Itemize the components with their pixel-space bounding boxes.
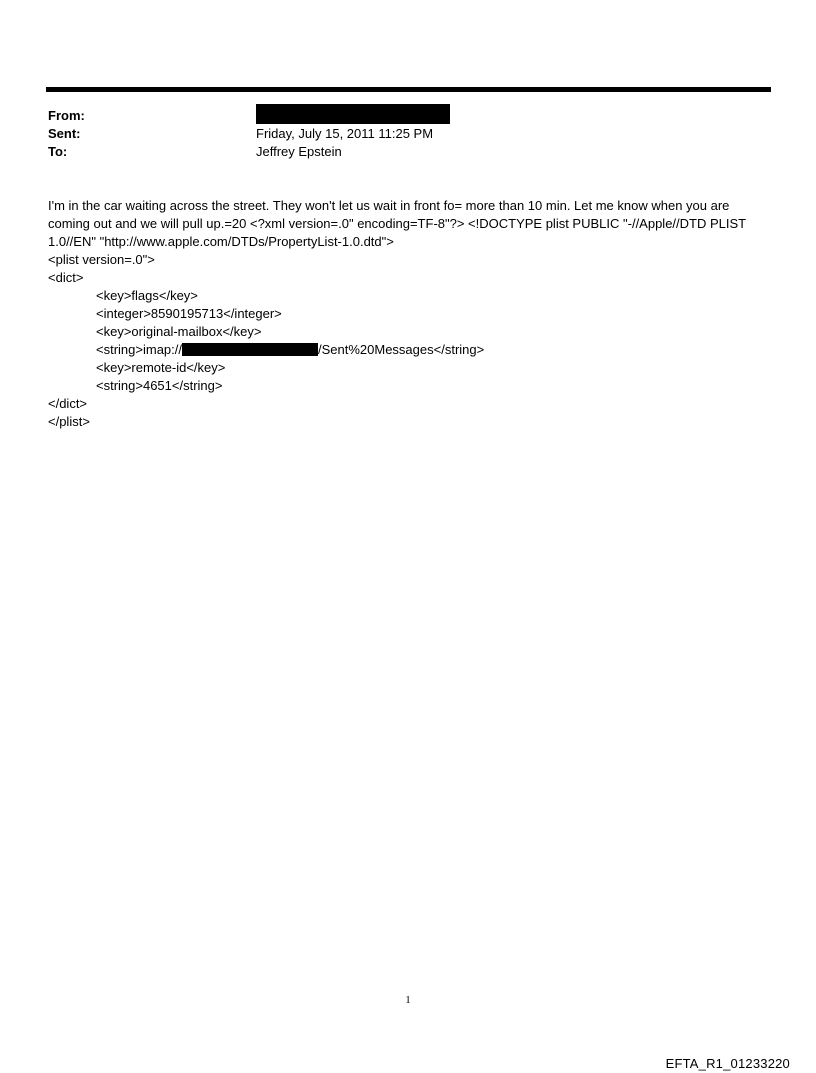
imap-prefix: <string>imap://: [96, 342, 182, 357]
body-line-10: <key>remote-id</key>: [96, 360, 226, 375]
sent-row: [48, 125, 768, 143]
from-row: [48, 107, 768, 125]
from-label: From:: [48, 108, 85, 123]
body-line-8: <key>original-mailbox</key>: [96, 324, 262, 339]
body-line-9: [48, 341, 770, 359]
to-row: [48, 143, 768, 161]
body-line-3: 1.0//EN" "http://www.apple.com/DTDs/PropertyList-1.0.dtd">: [48, 234, 394, 249]
to-label: To:: [48, 144, 68, 159]
body-line-1: I'm in the car waiting across the street. They won't let us wait in front fo= more than 10 min. Let me know when you are: [48, 198, 730, 213]
body-line-6: <key>flags</key>: [96, 288, 198, 303]
sent-value: Friday, July 15, 2011 11:25 PM: [256, 126, 434, 141]
body-line-5: <dict>: [48, 270, 84, 285]
body-line-7: <integer>8590195713</integer>: [96, 306, 282, 321]
email-body: [48, 197, 770, 431]
from-value: [256, 107, 768, 125]
sent-label: Sent:: [48, 126, 81, 141]
page-number: 1: [405, 994, 411, 1006]
imap-suffix: /Sent%20Messages</string>: [318, 342, 485, 357]
to-value: Jeffrey Epstein: [256, 144, 342, 159]
email-header: [48, 107, 768, 161]
redaction-block: [256, 104, 450, 124]
bates-number: EFTA_R1_01233220: [665, 1056, 790, 1071]
body-line-11: <string>4651</string>: [96, 378, 223, 393]
body-line-2: coming out and we will pull up.=20 <?xml version=.0" encoding=TF-8"?> <!DOCTYPE plist PUBLIC "-//Apple//DTD PLIST: [48, 216, 747, 231]
redaction-block: [182, 343, 318, 356]
body-line-4: <plist version=.0">: [48, 252, 155, 267]
body-line-12: </dict>: [48, 396, 88, 411]
body-line-13: </plist>: [48, 414, 90, 429]
header-rule: [46, 87, 771, 92]
